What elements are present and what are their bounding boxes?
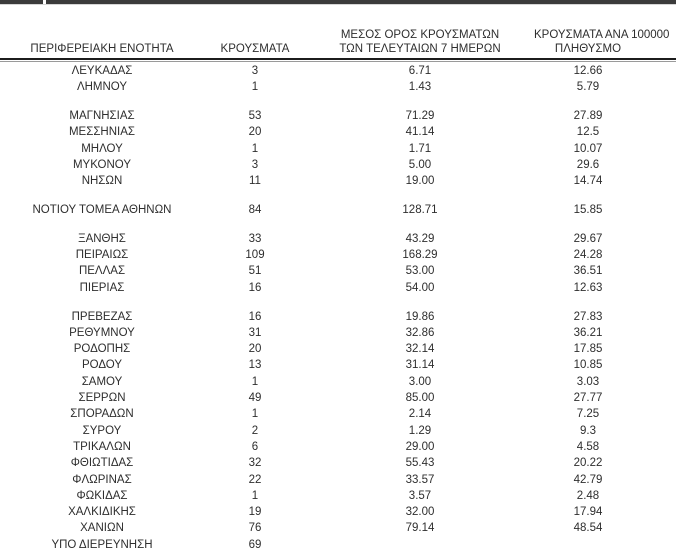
row-gap [0,190,642,203]
region-cell: ΥΠΟ ΔΙΕΡΕΥΝΗΣΗ [51,538,153,551]
avg7-cell: 168.29 [402,249,438,262]
table-row [0,157,642,173]
region-cell: ΠΕΛΛΑΣ [78,265,126,278]
header-per100k [534,29,670,56]
cases-cell: 32 [248,457,262,470]
per100k-cell: 27.89 [573,110,603,123]
cases-cell: 19 [248,506,262,519]
table-row [0,309,642,325]
per100k-cell: 27.83 [573,310,603,323]
table-row [0,520,642,536]
table-row [0,472,642,488]
avg7-cell: 32.00 [405,506,435,519]
table-row [0,79,642,95]
avg7-cell: 31.14 [405,359,435,372]
table-row [0,247,642,263]
cases-cell: 3 [251,158,259,171]
region-cell: ΣΠΟΡΑΔΩΝ [70,408,134,421]
avg7-cell: 1.43 [408,81,432,94]
table-row [0,325,642,341]
avg7-cell: 6.71 [408,65,432,77]
table-row [0,537,642,553]
cases-cell: 13 [248,359,262,372]
cases-cell: 49 [248,392,262,405]
cases-cell: 20 [248,343,262,356]
avg7-cell: 32.86 [405,326,435,339]
region-cell: ΡΕΘΥΜΝΟΥ [69,326,135,339]
region-cell: ΡΟΔΟΠΗΣ [73,343,131,356]
table-row [0,390,642,406]
row-gap [0,218,642,231]
table-row [0,124,642,140]
row-gap [0,296,642,309]
per100k-cell: 36.21 [573,326,603,339]
avg7-cell: 128.71 [402,204,438,217]
cases-cell: 84 [248,204,262,217]
avg7-cell: 85.00 [405,392,435,405]
avg7-cell: 19.86 [405,310,435,323]
region-cell: ΣΕΡΡΩΝ [78,392,126,405]
region-cell: ΞΑΝΘΗΣ [78,232,126,245]
table-row [0,357,642,373]
cases-cell: 16 [248,310,262,323]
avg7-cell: 3.00 [408,375,432,388]
avg7-cell: 5.00 [408,158,432,171]
region-cell: ΦΩΚΙΔΑΣ [76,489,128,502]
table-row [0,488,642,504]
per100k-cell: 12.5 [576,126,600,139]
region-cell: ΛΗΜΝΟΥ [76,81,128,94]
avg7-cell: 32.14 [405,343,435,356]
avg7-cell: 19.00 [405,175,435,188]
table-row [0,173,642,189]
cases-cell: 109 [245,249,265,262]
region-cell: ΜΗΛΟΥ [81,142,123,155]
avg7-cell: 43.29 [405,232,435,245]
per100k-cell: 12.63 [573,281,603,294]
cases-cell: 76 [248,522,262,535]
per100k-cell: 29.6 [576,158,600,171]
avg7-cell: 3.57 [408,489,432,502]
region-cell: ΝΟΤΙΟΥ ΤΟΜΕΑ ΑΘΗΝΩΝ [32,204,172,217]
table-row [0,455,642,471]
per100k-cell: 17.85 [573,343,603,356]
header-per100k-line1: ΚΡΟΥΣΜΑΤΑ ΑΝΑ 100000 [534,29,670,41]
per100k-cell: 20.22 [573,457,603,470]
row-gap [0,96,642,109]
cases-cell: 16 [248,281,262,294]
table-body [0,63,676,553]
per100k-cell: 7.25 [576,408,600,421]
cases-cell: 20 [248,126,262,139]
region-cell: ΦΘΙΩΤΙΔΑΣ [70,457,134,470]
cases-cell: 6 [251,440,259,453]
cases-cell: 53 [248,110,262,123]
cases-cell: 51 [248,265,262,278]
region-cell: ΝΗΣΩΝ [81,175,123,188]
table-row [0,280,642,296]
per100k-cell: 48.54 [573,522,603,535]
cases-cell: 69 [248,538,262,551]
region-cell: ΠΡΕΒΕΖΑΣ [71,310,133,323]
region-cell: ΜΑΓΝΗΣΙΑΣ [69,110,135,123]
region-cell: ΠΕΙΡΑΙΩΣ [75,249,129,262]
header-avg7 [306,29,534,56]
region-cell: ΧΑΝΙΩΝ [80,522,124,535]
table-row [0,263,642,279]
per100k-cell: 29.67 [573,232,603,245]
per100k-cell: 24.28 [573,249,603,262]
table-header-row [0,29,670,56]
cases-cell: 3 [251,65,259,77]
table-row [0,423,642,439]
per100k-cell: 36.51 [573,265,603,278]
cases-cell: 31 [248,326,262,339]
avg7-cell: 54.00 [405,281,435,294]
per100k-cell: 5.79 [576,81,600,94]
region-cell: ΣΥΡΟΥ [82,424,122,437]
per100k-cell: 3.03 [576,375,600,388]
avg7-cell: 33.57 [405,473,435,486]
avg7-cell: 79.14 [405,522,435,535]
cases-cell: 1 [251,142,259,155]
cases-cell: 1 [251,375,259,388]
per100k-cell: 10.07 [573,142,603,155]
avg7-cell: 71.29 [405,110,435,123]
table-row [0,439,642,455]
header-region: ΠΕΡΙΦΕΡΕΙΑΚΗ ΕΝΟΤΗΤΑ [30,42,174,55]
table-row [0,202,642,218]
table-row [0,141,642,157]
avg7-cell: 2.14 [408,408,432,421]
avg7-cell: 1.29 [408,424,432,437]
cases-cell: 1 [251,81,259,94]
per100k-cell: 17.94 [573,506,603,519]
header-cases: ΚΡΟΥΣΜΑΤΑ [220,42,290,55]
region-cell: ΠΙΕΡΙΑΣ [79,281,125,294]
cases-cell: 1 [251,408,259,421]
region-cell: ΛΕΥΚΑΔΑΣ [71,65,133,77]
region-cell: ΣΑΜΟΥ [81,375,123,388]
cases-cell: 11 [249,175,261,188]
table-row [0,374,642,390]
per100k-cell: 14.74 [573,175,603,188]
header-double-rule [0,58,676,62]
avg7-cell: 53.00 [405,265,435,278]
per100k-cell: 10.85 [573,359,603,372]
cases-cell: 1 [251,489,259,502]
table-row [0,406,642,422]
avg7-cell: 29.00 [405,440,435,453]
table-row [0,341,642,357]
header-avg7-line2: ΤΩΝ ΤΕΛΕΥΤΑΙΩΝ 7 ΗΜΕΡΩΝ [339,42,501,55]
table-row [0,63,642,79]
per100k-cell: 12.66 [573,65,603,77]
table-row [0,108,642,124]
table-row [0,504,642,520]
region-cell: ΜΕΣΣΗΝΙΑΣ [68,126,136,139]
header-per100k-line2: ΠΛΗΘΥΣΜΟ [554,42,622,55]
table-row [0,231,642,247]
region-cell: ΧΑΛΚΙΔΙΚΗΣ [68,506,136,519]
report-page [0,5,676,553]
cases-cell: 33 [248,232,262,245]
per100k-cell: 15.85 [573,204,603,217]
per100k-cell: 9.3 [580,424,596,437]
avg7-cell: 55.43 [405,457,435,470]
region-cell: ΦΛΩΡΙΝΑΣ [72,473,132,486]
per100k-cell: 4.58 [576,440,600,453]
avg7-cell: 41.14 [405,126,435,139]
region-cell: ΜΥΚΟΝΟΥ [72,158,132,171]
region-cell: ΤΡΙΚΑΛΩΝ [73,440,131,453]
avg7-cell: 1.71 [408,142,432,155]
per100k-cell: 42.79 [573,473,603,486]
cases-cell: 2 [251,424,259,437]
region-cell: ΡΟΔΟΥ [81,359,123,372]
per100k-cell: 2.48 [576,489,600,502]
cases-cell: 22 [248,473,262,486]
per100k-cell: 27.77 [573,392,603,405]
header-avg7-line1: ΜΕΣΟΣ ΟΡΟΣ ΚΡΟΥΣΜΑΤΩΝ [340,29,500,41]
